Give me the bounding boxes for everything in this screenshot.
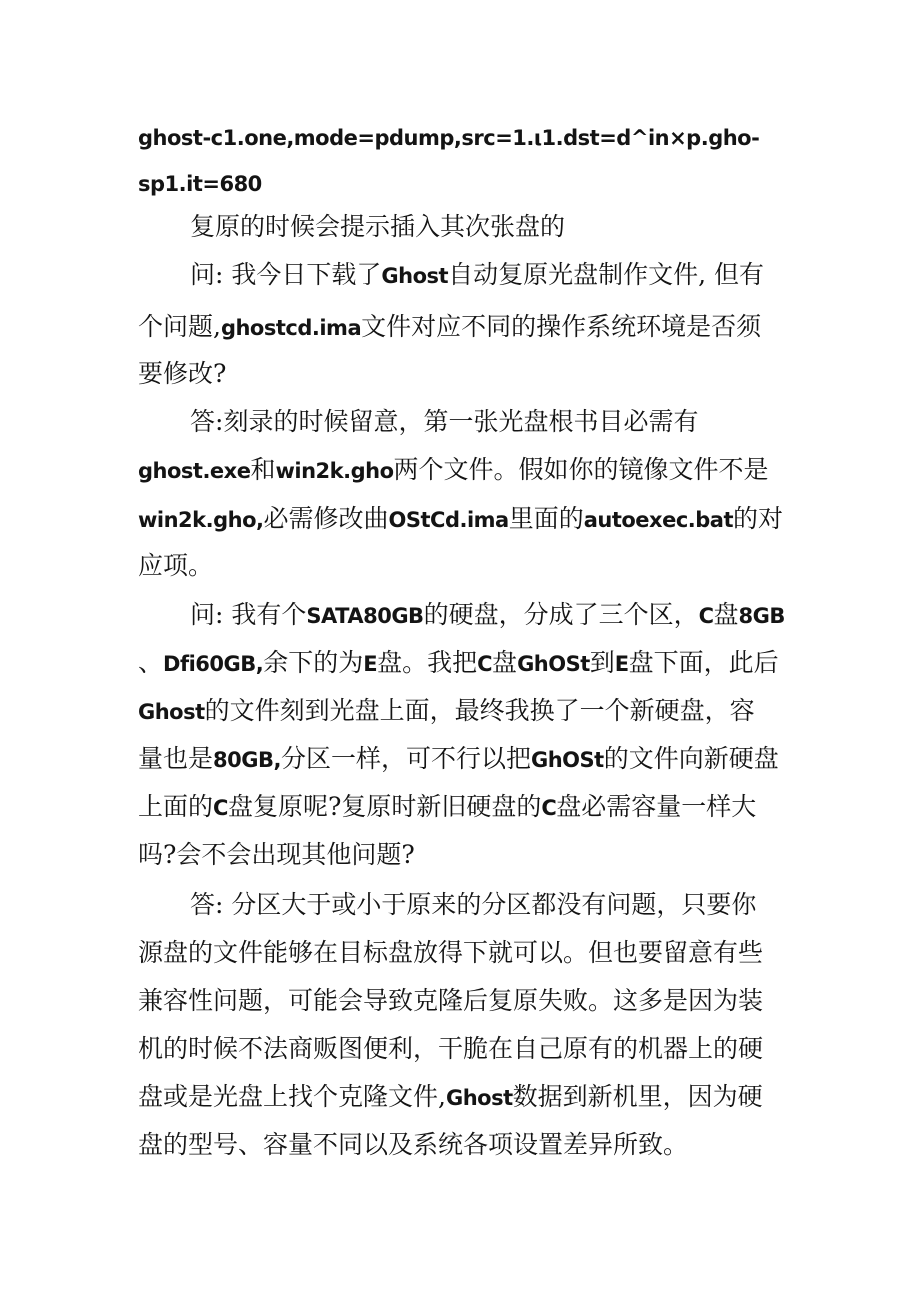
question-2-line-1: 问: 我有个SATA80GB的硬盘，分成了三个区，C盘8GB	[190, 600, 785, 629]
answer-1-line-2: ghost.exe和win2k.gho两个文件。假如你的镜像文件不是	[138, 455, 769, 484]
answer-label: 答:	[190, 407, 224, 436]
code-line-2: sp1.it=680	[138, 172, 262, 196]
answer-2-line-4: 机的时候不法商贩图便利，干脆在自己原有的机器上的硬	[138, 1034, 764, 1063]
answer-1-line-4: 应项。	[138, 551, 214, 580]
answer-label: 答:	[190, 890, 224, 919]
note-line: 复原的时候会提示插入其次张盘的	[190, 212, 566, 241]
question-1-line-1: 问: 我今日下载了Ghost自动复原光盘制作文件, 但有	[190, 260, 764, 289]
answer-2-line-3: 兼容性问题，可能会导致克隆后复原失败。这多是因为装	[138, 986, 764, 1015]
answer-2-line-2: 源盘的文件能够在目标盘放得下就可以。但也要留意有些	[138, 938, 764, 967]
question-2-line-3: Ghost的文件刻到光盘上面，最终我换了一个新硬盘，容	[138, 696, 755, 725]
code-line-1: ghost-c1.one,mode=pdump,src=1.ι1.dst=d^in×p.gho-	[138, 126, 760, 150]
question-2-line-5: 上面的C盘复原呢?复原时新旧硬盘的C盘必需容量一样大	[138, 792, 757, 821]
question-2-line-6: 吗?会不会出现其他问题?	[138, 840, 415, 869]
question-1-line-2: 个问题,ghostcd.ima文件对应不同的操作系统环境是否须	[138, 312, 762, 341]
question-label: 问:	[190, 260, 224, 289]
answer-1-line-3: win2k.gho,必需修改曲OStCd.ima里面的autoexec.bat的对	[138, 504, 784, 533]
question-label: 问:	[190, 600, 224, 629]
answer-2-line-6: 盘的型号、容量不同以及系统各项设置差异所致。	[138, 1130, 689, 1159]
answer-1-line-1: 答:刻录的时候留意，第一张光盘根书目必需有	[190, 407, 699, 436]
question-1-line-3: 要修改?	[138, 359, 227, 388]
answer-2-line-1: 答: 分区大于或小于原来的分区都没有问题，只要你	[190, 890, 757, 919]
question-2-line-4: 量也是80GB,分区一样，可不行以把GhOSt的文件向新硬盘	[138, 744, 779, 773]
question-2-line-2: 、Dfi60GB,余下的为E盘。我把C盘GhOSt到E盘下面，此后	[138, 648, 779, 677]
answer-2-line-5: 盘或是光盘上找个克隆文件,Ghost数据到新机里，因为硬	[138, 1082, 763, 1111]
